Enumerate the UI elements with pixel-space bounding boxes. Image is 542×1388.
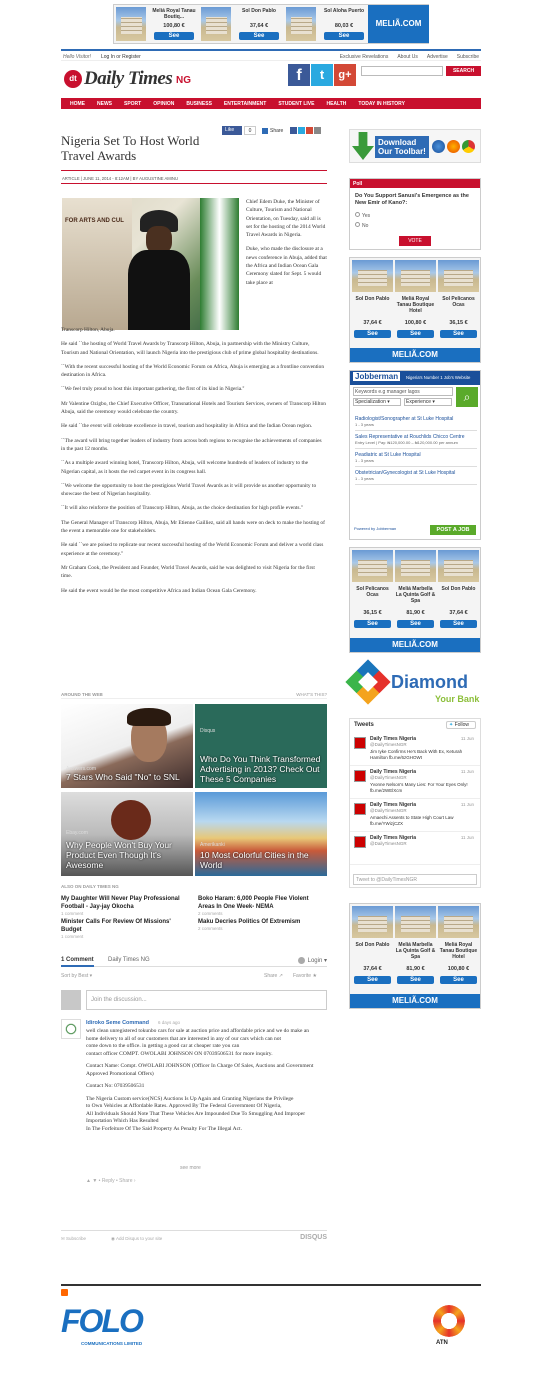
- main-nav: [61, 98, 481, 109]
- tweet-author[interactable]: Daily Times Nigeria: [370, 736, 417, 742]
- email-icon[interactable]: [314, 127, 321, 134]
- download-text: Download Our Toolbar!: [375, 136, 429, 158]
- tweet[interactable]: [350, 766, 480, 799]
- rss-icon[interactable]: [61, 1289, 68, 1296]
- tweet-handle[interactable]: @DailyTimesNGR: [370, 742, 407, 747]
- also-on-title[interactable]: My Daughter Will Never Play Professional Football - Jay-jay Okocha: [61, 896, 180, 910]
- folo-sub: COMMUNICATIONS LIMITED: [81, 1341, 143, 1346]
- top-ad-hotel[interactable]: [116, 7, 199, 41]
- share-icons: [290, 127, 327, 135]
- job-item[interactable]: [355, 467, 477, 485]
- job-title[interactable]: Peadiatric at St Luke Hospital: [355, 452, 421, 458]
- see-button[interactable]: See: [239, 32, 279, 40]
- experience-select[interactable]: Experience ▾: [404, 398, 452, 406]
- disqus-logo[interactable]: DISQUS: [300, 1234, 327, 1241]
- article-paragraph: ``It will also reinforce the position of Transcorp Hilton, Abuja, as the choice destination for high profile events.'': [61, 505, 303, 512]
- powered-by[interactable]: Powered by Jobberman: [354, 526, 397, 531]
- see-button[interactable]: See: [440, 330, 477, 338]
- job-item[interactable]: [355, 449, 477, 467]
- comment-input[interactable]: Join the discussion...: [86, 990, 327, 1010]
- favorite-label: Favorite: [293, 973, 312, 979]
- share-comments-button[interactable]: [264, 973, 283, 979]
- article-paragraph: ``We feel truly proud to host this important gathering, the first of its kind in Nigeria.'': [61, 386, 245, 393]
- job-list: [355, 413, 477, 485]
- see-button[interactable]: See: [354, 620, 391, 628]
- tweet-date[interactable]: 11 Jun: [460, 835, 474, 840]
- login-dropdown[interactable]: Login ▾: [298, 957, 327, 964]
- see-button[interactable]: See: [324, 32, 364, 40]
- specialization-select[interactable]: Specialization ▾: [353, 398, 401, 406]
- tweet-list: [350, 733, 480, 865]
- jobberman-widget: [349, 370, 481, 540]
- hotel-image: [395, 550, 436, 582]
- hotel-price: 36,15 €: [363, 610, 382, 616]
- comment-line: home delivery to all of our customers that are interested in any of our cars which can not: [86, 1035, 282, 1042]
- search-button[interactable]: SEARCH: [446, 66, 481, 76]
- hotel-image: [286, 7, 316, 41]
- top-link[interactable]: About Us: [397, 54, 418, 60]
- comment-line: In The Forfeiture Of The Said Property As Penalty For The Illegal Act.: [86, 1125, 242, 1132]
- top-link[interactable]: Advertise: [426, 54, 448, 60]
- share-icon: ↗: [278, 973, 283, 979]
- top-ad-hotel[interactable]: [286, 7, 369, 41]
- sidebar-hotel[interactable]: [395, 906, 436, 992]
- bird-icon: ✦: [449, 722, 454, 728]
- tile-source: Amerikanki: [200, 842, 225, 848]
- jobberman-tagline: Nigeria's Number 1 Job's Website: [406, 375, 471, 380]
- article-paragraph: Mr Valentine Ozigbo, the Chief Executive Officer, Transnational Hotels and Tourism Services, owners of Transcorp Hilton Abuja, said the ceremony would celebrate the country.: [61, 400, 326, 416]
- sidebar-hotel[interactable]: [438, 550, 479, 636]
- hotel-name: Sol Don Pablo: [355, 942, 390, 948]
- hotel-name: Meliá Royal Tanau Boutique Hotel: [439, 942, 478, 960]
- tile-title: Why People Won't Buy Your Product Even Though It's Awesome: [66, 840, 172, 870]
- share-icon: [262, 128, 268, 134]
- tweet-text: Jim Iyke Confirms He's Back With Ex, Keturah Hamilton fb.me/6zGHOWt: [370, 749, 463, 760]
- download-toolbar-ad[interactable]: [349, 129, 481, 163]
- poll-box: [349, 178, 481, 250]
- comment-line: Contact No: 07039506531: [86, 1083, 145, 1089]
- star-icon: ★: [312, 973, 317, 979]
- dailytimes-avatar-icon: [354, 803, 366, 815]
- folo-logo[interactable]: [61, 1303, 157, 1349]
- hotel-name: Sol Don Pablo: [242, 8, 276, 14]
- radio-icon[interactable]: [355, 212, 360, 217]
- top-links: [331, 54, 479, 60]
- comments-header: [61, 955, 327, 967]
- hotel-image: [352, 906, 393, 938]
- job-meta: 1 - 3 years: [355, 458, 374, 463]
- see-button[interactable]: See: [154, 32, 194, 40]
- facebook-icon[interactable]: [290, 127, 297, 134]
- hotel-image: [116, 7, 146, 41]
- hotel-price: 100,80 €: [404, 320, 427, 326]
- tweet-text: Amaechi Assents to State High Court Law fb.me/YWizjCZX: [370, 815, 454, 826]
- article-paragraph: Mr Graham Cook, the President and Founder, World Travel Awards, said he was delighted to visit Nigeria for the first time.: [61, 564, 315, 580]
- see-button[interactable]: See: [397, 976, 434, 984]
- melia-logo: MELIÃ.COM: [350, 994, 480, 1008]
- tweet-handle[interactable]: @DailyTimesNGR: [370, 841, 407, 846]
- nav-item-business[interactable]: BUSINESS: [186, 101, 212, 107]
- article-meta-bar: [61, 170, 327, 184]
- tile-title: 7 Stars Who Said "No" to SNL: [66, 772, 180, 782]
- hotel-name: Sol Aloha Puerto: [323, 8, 365, 14]
- post-job-button[interactable]: POST A JOB: [430, 525, 476, 535]
- tweet-author[interactable]: Daily Times Nigeria: [370, 835, 417, 841]
- intro-paragraph-2: Duke, who made the disclosure at a news conference in Abuja, added that the Africa and Indian Ocean Gala Ceremony slated for Sept. 5 would take place at: [246, 246, 327, 286]
- comment-body: [86, 1028, 326, 1162]
- tweet-handle[interactable]: @DailyTimesNGR: [370, 808, 407, 813]
- comment-line: The Nigeria Custom service(NCS) Auctions Is Up Again and Granting Nigerians the Privilege: [86, 1095, 294, 1102]
- googleplus-icon[interactable]: g+: [334, 64, 356, 86]
- hotel-name: Sol Don Pablo: [441, 586, 476, 592]
- tweet-input[interactable]: Tweet to @DailyTimesNGR: [353, 874, 477, 885]
- tweet[interactable]: [350, 832, 480, 865]
- see-button[interactable]: See: [440, 620, 477, 628]
- hotel-price: 80,03 €: [334, 23, 354, 29]
- nav-item-entertainment[interactable]: ENTERTAINMENT: [223, 101, 267, 107]
- subscribe-label: Subscribe: [66, 1236, 87, 1241]
- tile-source: Ebay.com: [66, 830, 88, 836]
- top-link[interactable]: Exclusive Revelations: [339, 54, 389, 60]
- poll-option-yes[interactable]: [355, 212, 370, 219]
- nav-item-opinion[interactable]: OPINION: [153, 101, 175, 107]
- hotel-price: 100,80 €: [163, 23, 185, 29]
- job-item[interactable]: [355, 431, 477, 449]
- see-button[interactable]: See: [397, 330, 434, 338]
- footer-divider: [61, 1284, 481, 1286]
- chrome-icon: [462, 140, 475, 153]
- hotel-price: 37,64 €: [363, 320, 382, 326]
- nav-item-student-live[interactable]: STUDENT LIVE: [278, 101, 315, 107]
- around-tile-4[interactable]: [195, 792, 327, 876]
- hotel-name: Sol Pelicanos Ocas: [442, 296, 475, 308]
- sidebar-hotel-ad-3[interactable]: [349, 903, 481, 1009]
- login-label: Login: [307, 958, 323, 965]
- hotel-price: 37,64 €: [449, 610, 468, 616]
- fb-like-button[interactable]: Like: [222, 126, 242, 135]
- also-on-item[interactable]: [61, 895, 189, 917]
- poll-label: Poll: [350, 179, 480, 188]
- see-button[interactable]: See: [354, 976, 391, 984]
- also-on-item[interactable]: [61, 918, 189, 940]
- article-paragraph: ``The award will bring together leaders of industry from across both regions to recognise the achievements of companies in the past 12 months.: [61, 437, 322, 452]
- twitter-icon[interactable]: [298, 127, 305, 134]
- dailytimes-avatar-icon: [354, 770, 366, 782]
- hotel-image: [395, 260, 436, 292]
- also-on-meta: 2 comments: [198, 911, 223, 916]
- diamond-sub: Your Bank: [435, 694, 480, 704]
- job-search-input[interactable]: Keywords e.g manager lagos: [353, 387, 453, 396]
- also-on-item[interactable]: [198, 895, 326, 917]
- see-button[interactable]: See: [440, 976, 477, 984]
- intro-paragraph-1: Chief Edem Duke, the Minister of Culture, Tourism and National Orientation, on Tuesday, said all is set for the hosting of the 2014 World Travel Awards in Nigeria.: [246, 199, 326, 239]
- sidebar-hotel[interactable]: [438, 260, 479, 346]
- sidebar-hotel[interactable]: [395, 550, 436, 636]
- hotel-price: 36,15 €: [449, 320, 468, 326]
- jobberman-header: [350, 371, 480, 385]
- site-tab[interactable]: Daily Times NG: [108, 957, 150, 963]
- radio-icon[interactable]: [355, 222, 360, 227]
- tile-source: Disqus: [200, 728, 216, 734]
- firefox-icon: [447, 140, 460, 153]
- poll-question: Do You Support Sanusi's Emergence as the New Emir of Kano?:: [355, 193, 469, 206]
- twitter-widget: [349, 718, 481, 888]
- dailytimes-avatar-icon: [354, 836, 366, 848]
- article-body: [61, 326, 327, 601]
- tweet-date[interactable]: 11 Jun: [460, 736, 474, 741]
- tweet-author[interactable]: Daily Times Nigeria: [370, 769, 417, 775]
- atn-text: ATN: [436, 1340, 448, 1346]
- nav-item-news[interactable]: NEWS: [97, 101, 112, 107]
- hotel-image: [352, 550, 393, 582]
- whats-this-link[interactable]: WHAT'S THIS?: [296, 692, 327, 697]
- disqus-icon: ◉: [111, 1236, 115, 1241]
- tweet-date[interactable]: 11 Jun: [460, 769, 474, 774]
- around-tile-2[interactable]: [195, 704, 327, 788]
- sidebar-hotel[interactable]: [352, 260, 393, 346]
- search-input[interactable]: [361, 66, 443, 76]
- comment-line: contact officer COMPT. OWOLABI JOHNSON ON 07039506531 for more inquiry.: [86, 1050, 273, 1057]
- job-title[interactable]: Radiologist/Sonographer at St Luke Hospital: [355, 416, 454, 422]
- hotel-image: [438, 906, 479, 938]
- hotel-image: [395, 906, 436, 938]
- nav-item-today-in-history[interactable]: TODAY IN HISTORY: [358, 101, 405, 107]
- also-on-meta: 1 comment: [61, 911, 84, 916]
- tweet-date[interactable]: 11 Jun: [460, 802, 474, 807]
- article-paragraph: He said the event would be the most competitive Africa and Indian Ocean Gala Ceremony.: [61, 587, 257, 594]
- comment-line: to Own Vehicles at Affordable Rates. Approved By The Federal Government Of Nigeria,: [86, 1103, 282, 1109]
- add-disqus-link[interactable]: [111, 1236, 162, 1242]
- user-avatar: [61, 990, 81, 1010]
- melia-logo: MELIÃ.COM: [350, 638, 480, 652]
- hotel-price: 37,64 €: [363, 966, 382, 972]
- comment-line: well clean unregistered tokunbo cars for sale at auction price and affordable price and we do make an: [86, 1028, 310, 1034]
- favorite-button[interactable]: [293, 973, 317, 979]
- vote-button[interactable]: VOTE: [399, 236, 431, 246]
- around-web-header: [61, 691, 327, 699]
- around-label: AROUND THE WEB: [61, 692, 103, 697]
- tweet-author[interactable]: Daily Times Nigeria: [370, 802, 417, 808]
- around-tile-3[interactable]: [61, 792, 193, 876]
- comment-line: All Individuals Should Note That These Vehicles Are Impounded Due To Smuggling And Improper Importation Which Has Resulted: [86, 1110, 306, 1124]
- also-on-meta: 1 comment: [61, 934, 84, 939]
- article-paragraph: ``As a multiple award winning hotel, Transcorp Hilton, Abuja, will welcome hundreds of leaders of industry to the Nigerian capital, as it hosts the red carpet event in its congress hall.: [61, 460, 309, 475]
- login-link[interactable]: Log In or Register: [101, 54, 141, 60]
- comment-actions[interactable]: ▲ ▼ • Reply • Share ›: [86, 1178, 136, 1184]
- hotel-image: [438, 260, 479, 292]
- disqus-footer: [61, 1230, 327, 1244]
- share-label: Share: [270, 128, 284, 134]
- also-on-meta: 2 comments: [198, 926, 223, 931]
- article-paragraph: The General Manager of Transcorp Hilton, Abuja, Mr Etienne Gailliez, said all hands were on deck to make the hosting of the event a memorable one for stakeholders.: [61, 519, 325, 535]
- hotel-image: [201, 7, 231, 41]
- sort-label: Sort by Best: [61, 973, 89, 979]
- sidebar-hotel[interactable]: [395, 260, 436, 346]
- comment-time[interactable]: 6 days ago: [158, 1020, 181, 1025]
- mail-icon: ✉: [61, 1236, 65, 1241]
- sidebar-hotel[interactable]: [352, 550, 393, 636]
- diamond-bank-ad[interactable]: [349, 660, 481, 710]
- facebook-icon[interactable]: f: [288, 64, 310, 86]
- job-search-button[interactable]: [456, 387, 478, 407]
- hotel-name: Meliá Royal Tanau Boutiq...: [152, 8, 196, 20]
- article-paragraph: He said ``we are poised to replicate our recent successful hosting of the World Economic Forum and deliver a world class experience at the ceremony.'': [61, 542, 324, 557]
- like-count: 0: [244, 126, 256, 135]
- dailytimes-avatar-icon: [354, 737, 366, 749]
- atn-logo-icon: [433, 1305, 465, 1337]
- hotel-price: 81,90 €: [406, 966, 425, 972]
- hello-text: Hello Visitor!: [63, 54, 91, 60]
- nav-item-health[interactable]: HEALTH: [326, 101, 347, 107]
- article-paragraph: He said ``the event will celebrate excellence in travel, tourism and hospitality in Africa and the Indian Ocean region.: [61, 423, 313, 430]
- select-label: Experience: [406, 399, 432, 405]
- diamond-name: Diamond: [391, 672, 469, 692]
- logo-text: Daily Times: [84, 68, 173, 89]
- comment-line: Contact Name: Compt. OWOLABI JOHNSON (Officer In Charge Of Sales, Auctions and Government Approved Promotional Offers): [86, 1063, 314, 1077]
- job-meta: Entry Level | Pay: ₦120,000.00 – ₦120,000.00 per annum: [355, 440, 458, 445]
- tweets-label: Tweets: [354, 722, 374, 728]
- sort-dropdown[interactable]: Sort by Best ▾: [61, 973, 93, 979]
- hotel-name: Meliá Marbella La Quinta Golf & Spa: [395, 586, 436, 604]
- jobberman-logo[interactable]: Jobberman: [355, 372, 399, 381]
- also-on-title[interactable]: Minister Calls For Review Of Missions' Budget: [61, 919, 171, 933]
- poll-option-no[interactable]: [355, 222, 368, 229]
- article-paragraph: He said ``the hosting of World Travel Awards by Transcorp Hilton, Abuja, in partnership with the Ministry Culture, Tourism and National Orientation, will launch Nigeria into the prestigious club of prime global hospitality destinations.: [61, 341, 319, 356]
- comment-author[interactable]: Idiroko Seme Command: [86, 1020, 149, 1026]
- subscribe-link[interactable]: [61, 1236, 86, 1242]
- search-icon: ⌕: [463, 390, 471, 404]
- melia-logo: MELIÃ.COM: [350, 348, 480, 362]
- tweet-text: Yvonne Nelson's Many Lies: For Your Eyes Only! fb.me/2WElXcm: [370, 782, 468, 793]
- tile-source: Answers.com: [66, 766, 97, 772]
- job-meta: 1 - 3 years: [355, 422, 374, 427]
- hotel-name: Meliá Royal Tanau Boutique Hotel: [396, 296, 435, 314]
- ie-icon: [432, 140, 445, 153]
- hotel-name: Sol Don Pablo: [355, 296, 390, 302]
- job-title[interactable]: Obstetrician/Gynecologist at St Luke Hospital: [355, 470, 456, 476]
- article-image: FOR ARTS AND CUL: [62, 198, 239, 330]
- article-title: Nigeria Set To Host World Travel Awards: [61, 133, 200, 163]
- hotel-image: [352, 260, 393, 292]
- hotel-image: [438, 550, 479, 582]
- topbar: [61, 49, 481, 61]
- option-label: Yes: [362, 213, 371, 219]
- sidebar-hotel[interactable]: [352, 906, 393, 992]
- around-tile-1[interactable]: [61, 704, 193, 788]
- twitter-icon[interactable]: t: [311, 64, 333, 86]
- also-on-title[interactable]: Maku Decries Politics Of Extremism: [198, 919, 301, 925]
- comment-count-tab[interactable]: 1 Comment: [61, 957, 94, 967]
- top-ad-hotel[interactable]: [201, 7, 284, 41]
- logo-ng: NG: [176, 75, 191, 86]
- nav-item-sport[interactable]: SPORT: [124, 101, 142, 107]
- tweet[interactable]: [350, 799, 480, 832]
- follow-label: Follow: [454, 722, 470, 728]
- also-on-item[interactable]: [198, 918, 326, 932]
- sidebar-hotel[interactable]: [438, 906, 479, 992]
- article-meta: ARTICLE | JUNE 11, 2014 - 8:12AM | BY AUGUSTINE AMINU: [62, 176, 178, 181]
- follow-button[interactable]: [446, 721, 476, 729]
- commenter-avatar: [61, 1019, 81, 1039]
- see-more-link[interactable]: see more: [180, 1165, 201, 1171]
- hotel-price: 100,80 €: [447, 966, 470, 972]
- comment-line: come down to the office. in getting a good car at cheaper rate you can: [86, 1043, 240, 1049]
- option-label: No: [362, 223, 369, 229]
- select-label: Specialization: [355, 399, 386, 405]
- sidebar-hotel-ad-2[interactable]: [349, 547, 481, 653]
- hotel-name: Meliá Marbella La Quinta Golf & Spa: [395, 942, 436, 960]
- job-title[interactable]: Sales Representative at Rouchlids Chicco Centre: [355, 434, 465, 440]
- job-item[interactable]: [355, 413, 477, 431]
- see-button[interactable]: See: [354, 330, 391, 338]
- add-disqus-label: Add Disqus to your site: [115, 1236, 163, 1241]
- hotel-price: 37,64 €: [249, 23, 269, 29]
- top-link[interactable]: Subscribe: [456, 54, 479, 60]
- job-meta: 1 - 3 years: [355, 476, 374, 481]
- see-button[interactable]: See: [397, 620, 434, 628]
- share-label: Share: [264, 973, 278, 979]
- sidebar-hotel-ad-1[interactable]: [349, 257, 481, 363]
- googleplus-icon[interactable]: [306, 127, 313, 134]
- share-button[interactable]: [262, 127, 290, 135]
- article-paragraph: ``We welcome the opportunity to host the prestigious World Travel Awards as it will provide us another opportunity to showcase the best of Nigerian hospitality.: [61, 482, 317, 498]
- article-paragraph: ``With the recent successful hosting of the World Economic Forum on Africa, Abuja is emerging as a frontline convention destination in Africa.: [61, 363, 325, 379]
- melia-logo: MELIÃ.COM: [368, 5, 429, 43]
- download-arrow-icon: [352, 132, 374, 160]
- disqus-icon: [298, 957, 305, 964]
- top-ad-banner[interactable]: [113, 4, 429, 44]
- article-intro: [246, 198, 327, 287]
- site-logo[interactable]: dt Daily Times NG: [64, 68, 199, 92]
- article-paragraph: Transcorp Hilton, Abuja.: [61, 327, 115, 333]
- also-on-title[interactable]: Boko Haram: 6,000 People Flee Violent Areas In One Week- NEMA: [198, 896, 309, 910]
- tweet[interactable]: [350, 733, 480, 766]
- hotel-name: Sol Pelicanos Ocas: [356, 586, 389, 598]
- nav-item-home[interactable]: HOME: [70, 101, 85, 107]
- tile-title: Who Do You Think Transformed Advertising in 2013? Check Out These 5 Companies: [200, 754, 321, 784]
- tile-title: 10 Most Colorful Cities in the World: [200, 850, 309, 870]
- folo-text: FOLO: [61, 1303, 142, 1339]
- also-on-label: ALSO ON DAILY TIMES NG: [61, 884, 119, 889]
- tweet-handle[interactable]: @DailyTimesNGR: [370, 775, 407, 780]
- hotel-price: 81,90 €: [406, 610, 425, 616]
